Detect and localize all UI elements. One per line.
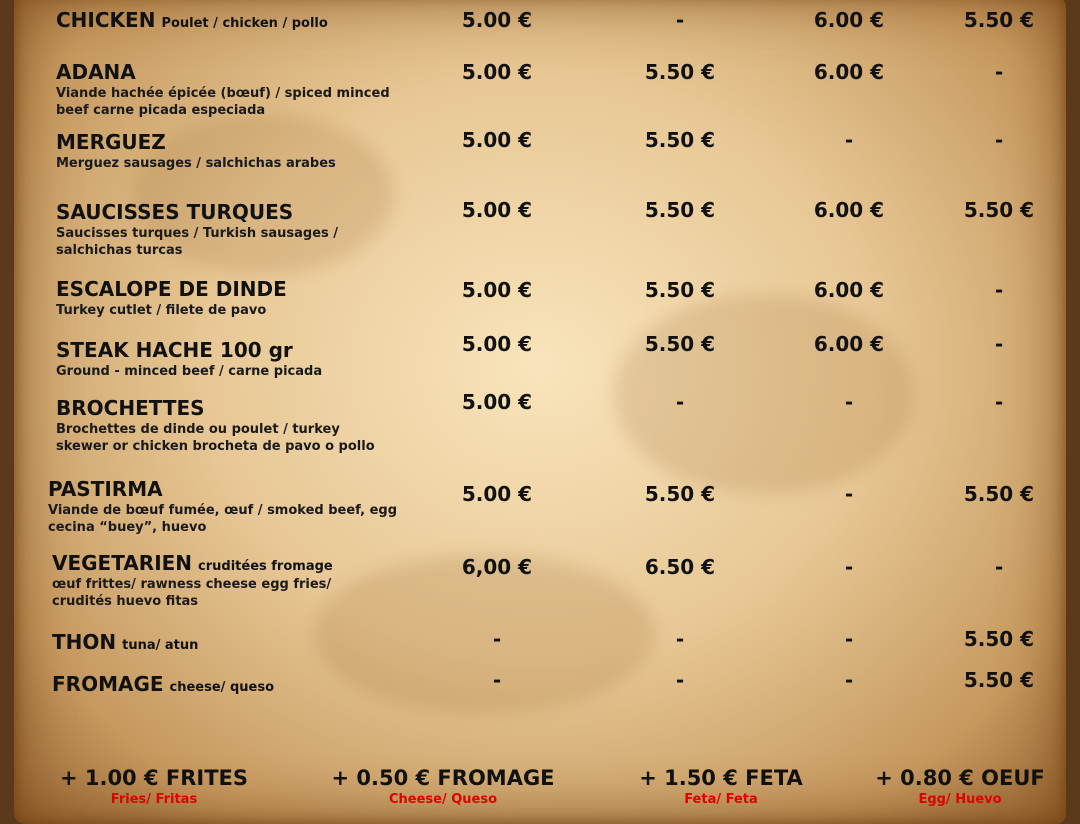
description-line: skewer or chicken brocheta de pavo o pollo (56, 439, 375, 454)
price-cell: 5.00 € (461, 332, 533, 356)
item-name (56, 60, 390, 84)
price-cell: 5.00 € (461, 482, 533, 506)
item-title: STEAK HACHE 100 gr (56, 338, 293, 362)
item-description (56, 363, 322, 380)
description-line: Ground - minced beef / carne picada (56, 364, 323, 379)
price-cell: - (844, 128, 854, 152)
price-cell: - (844, 555, 854, 579)
price-cell: - (994, 278, 1004, 302)
price-cell: - (844, 627, 854, 651)
item-name (56, 338, 322, 362)
item-title: MERGUEZ (56, 130, 166, 154)
price-cell: 5.50 € (644, 278, 716, 302)
menu-item (56, 200, 338, 259)
item-description (56, 302, 287, 319)
item-name (52, 672, 274, 696)
item-name (56, 130, 336, 154)
item-inline-description: cheese/ queso (169, 680, 275, 695)
price-cell: 6,00 € (461, 555, 533, 579)
extra-label: + 0.80 € OEUF (875, 766, 1045, 790)
item-inline-description: cruditées fromage (198, 559, 333, 574)
price-cell: 5.50 € (963, 198, 1035, 222)
item-title: BROCHETTES (56, 396, 205, 420)
price-cell: 5.00 € (461, 60, 533, 84)
menu-item (48, 477, 397, 536)
price-cell: 6.00 € (813, 332, 885, 356)
price-cell: - (994, 555, 1004, 579)
extra-option (24, 766, 284, 807)
price-cell: 6.00 € (813, 60, 885, 84)
description-line: Turkey cutlet / filete de pavo (56, 303, 267, 318)
price-cell: - (994, 332, 1004, 356)
menu-item (52, 672, 274, 696)
price-cell: - (675, 390, 685, 414)
price-cell: - (492, 668, 502, 692)
description-line: Merguez sausages / salchichas arabes (56, 156, 336, 171)
menu-item (56, 277, 287, 319)
extra-option (591, 766, 851, 807)
item-name (56, 277, 287, 301)
extra-translation: Fries/ Fritas (110, 792, 198, 807)
price-cell: 5.50 € (963, 482, 1035, 506)
price-cell: 5.00 € (461, 198, 533, 222)
price-cell: - (994, 390, 1004, 414)
description-line: cecina “buey”, huevo (48, 520, 207, 535)
item-description (48, 502, 397, 536)
item-name (52, 630, 198, 654)
price-cell: 5.00 € (461, 128, 533, 152)
price-cell: - (675, 8, 685, 32)
item-title: SAUCISSES TURQUES (56, 200, 294, 224)
price-cell: - (675, 668, 685, 692)
item-title: FROMAGE (52, 672, 164, 696)
price-cell: - (994, 60, 1004, 84)
item-description (52, 576, 333, 610)
item-title: THON (52, 630, 117, 654)
item-description (56, 155, 336, 172)
price-cell: 5.50 € (644, 198, 716, 222)
extra-translation: Cheese/ Queso (388, 792, 498, 807)
price-cell: 5.50 € (644, 128, 716, 152)
item-inline-description: tuna/ atun (122, 638, 199, 653)
menu-item (56, 338, 322, 380)
price-cell: - (675, 627, 685, 651)
description-line: Saucisses turques / Turkish sausages / (56, 226, 339, 241)
item-description (56, 225, 338, 259)
menu-item (56, 130, 336, 172)
price-cell: - (844, 668, 854, 692)
price-cell: 5.00 € (461, 390, 533, 414)
price-cell: 5.00 € (461, 278, 533, 302)
price-cell: 6.00 € (813, 8, 885, 32)
price-cell: - (994, 128, 1004, 152)
description-line: œuf frittes/ rawness cheese egg fries/ (52, 577, 332, 592)
item-inline-description: Poulet / chicken / pollo (161, 16, 328, 31)
menu-item (52, 551, 333, 610)
item-description (56, 85, 390, 119)
extra-option (313, 766, 573, 807)
item-title: ADANA (56, 60, 136, 84)
menu-item (56, 8, 328, 32)
price-cell: 5.50 € (963, 668, 1035, 692)
extra-translation: Feta/ Feta (684, 792, 758, 807)
extra-label: + 1.50 € FETA (639, 766, 803, 790)
item-title: ESCALOPE DE DINDE (56, 277, 287, 301)
extra-label: + 0.50 € FROMAGE (331, 766, 555, 790)
extra-option (830, 766, 1080, 807)
description-line: Viande de bœuf fumée, œuf / smoked beef, egg (48, 503, 398, 518)
price-cell: 5.50 € (963, 8, 1035, 32)
price-cell: - (492, 627, 502, 651)
menu-item (56, 396, 375, 455)
price-cell: 5.50 € (644, 60, 716, 84)
item-name (56, 8, 328, 32)
item-title: VEGETARIEN (52, 551, 193, 575)
description-line: beef carne picada especiada (56, 103, 266, 118)
extra-label: + 1.00 € FRITES (59, 766, 249, 790)
description-line: salchichas turcas (56, 243, 183, 258)
price-cell: 5.50 € (963, 627, 1035, 651)
price-cell: 5.50 € (644, 332, 716, 356)
description-line: Brochettes de dinde ou poulet / turkey (56, 422, 340, 437)
price-cell: 6.00 € (813, 278, 885, 302)
item-name (48, 477, 397, 501)
price-cell: - (844, 390, 854, 414)
price-cell: 6.50 € (644, 555, 716, 579)
price-cell: 6.00 € (813, 198, 885, 222)
price-cell: 5.00 € (461, 8, 533, 32)
menu-item (56, 60, 390, 119)
item-name (56, 396, 375, 420)
item-name (52, 551, 333, 575)
menu-item (52, 630, 198, 654)
item-description (56, 421, 375, 455)
description-line: Viande hachée épicée (bœuf) / spiced minced (56, 86, 390, 101)
item-title: CHICKEN (56, 8, 156, 32)
item-name (56, 200, 338, 224)
price-cell: 5.50 € (644, 482, 716, 506)
price-cell: - (844, 482, 854, 506)
extra-translation: Egg/ Huevo (918, 792, 1002, 807)
item-title: PASTIRMA (48, 477, 163, 501)
description-line: crudités huevo fitas (52, 594, 199, 609)
